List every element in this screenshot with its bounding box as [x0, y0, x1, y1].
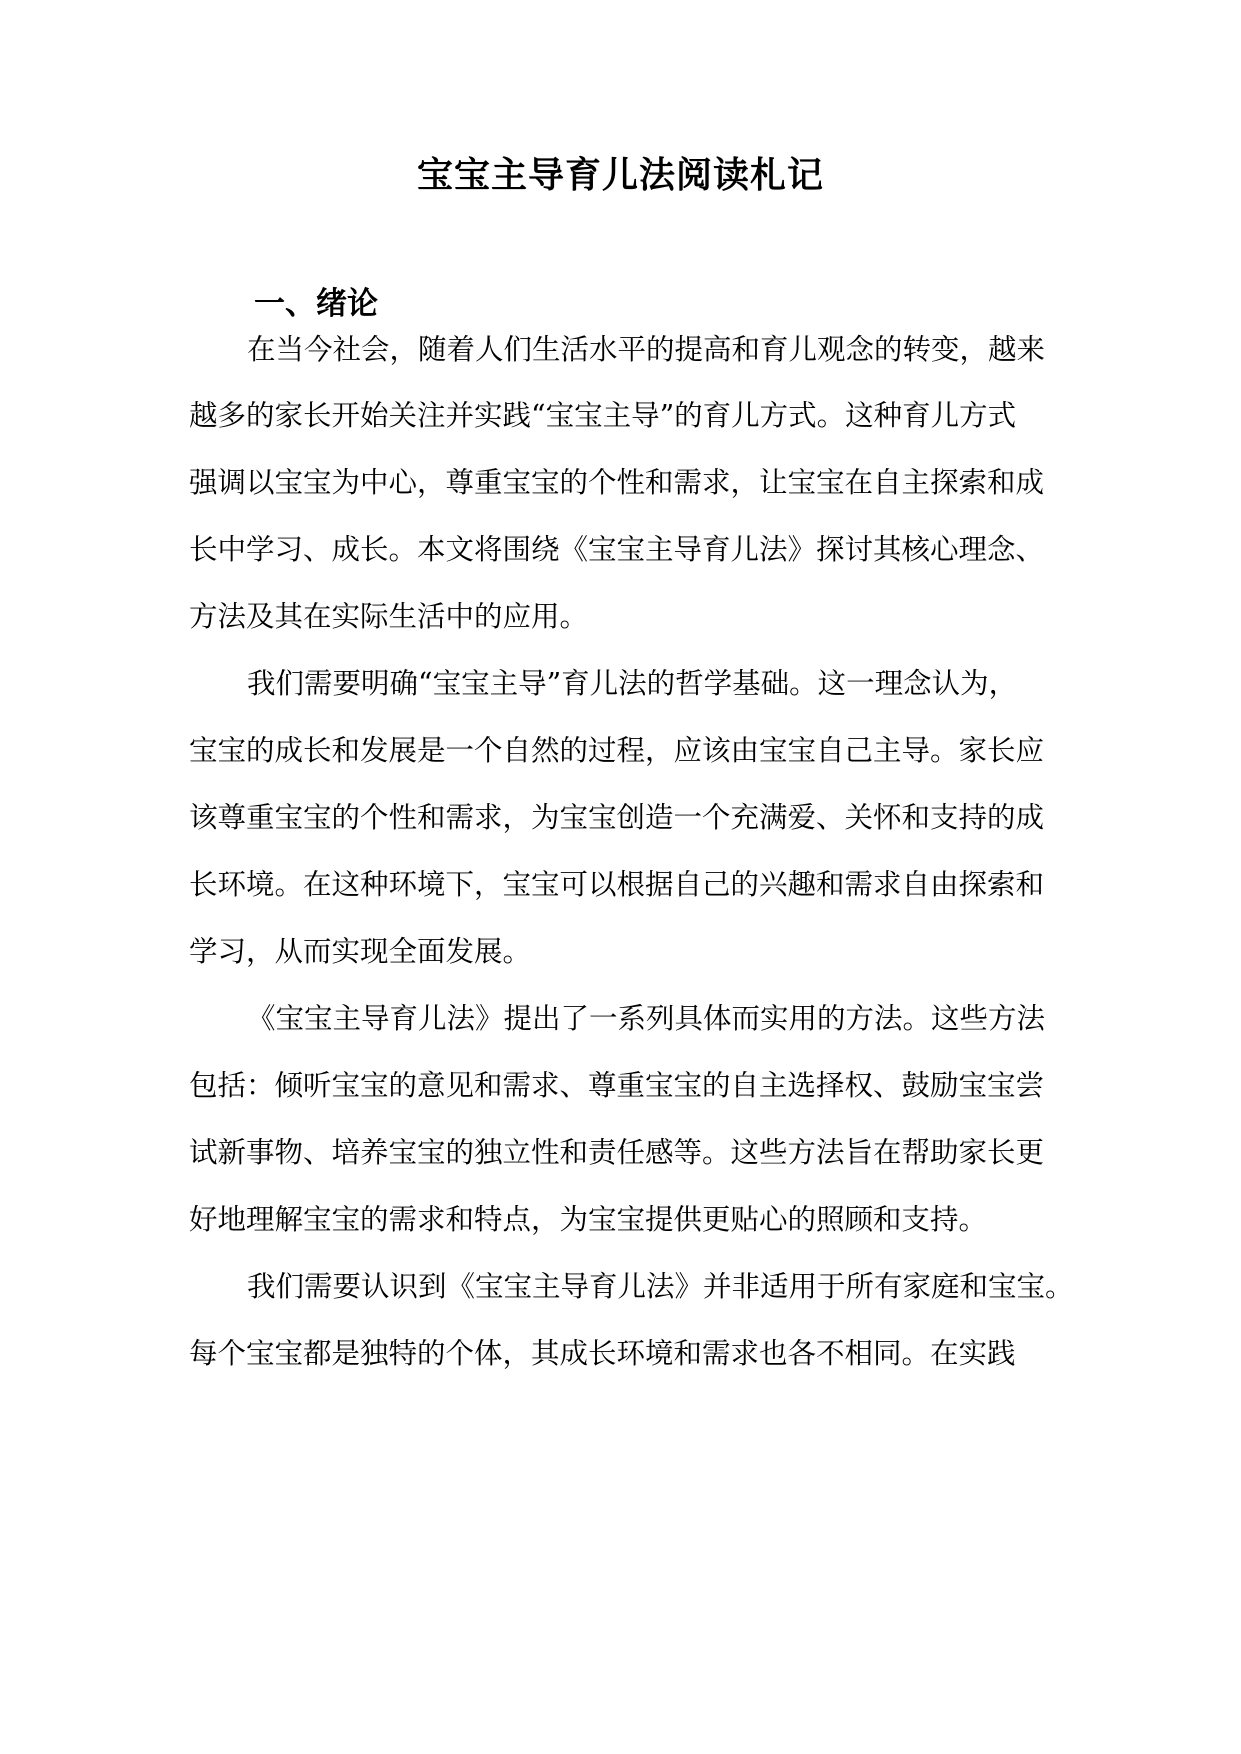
paragraph-line: 方法及其在实际生活中的应用。 — [189, 600, 589, 633]
paragraph-line: 该尊重宝宝的个性和需求，为宝宝创造一个充满爱、关怀和支持的成 — [189, 801, 1045, 834]
paragraph-line: 宝宝的成长和发展是一个自然的过程，应该由宝宝自己主导。家长应 — [189, 734, 1045, 767]
paragraph-line: 包括：倾听宝宝的意见和需求、尊重宝宝的自主选择权、鼓励宝宝尝 — [189, 1069, 1045, 1102]
paragraph-line: 试新事物、培养宝宝的独立性和责任感等。这些方法旨在帮助家长更 — [189, 1136, 1045, 1169]
paragraph-line: 好地理解宝宝的需求和特点，为宝宝提供更贴心的照顾和支持。 — [189, 1203, 988, 1236]
document-title: 宝宝主导育儿法阅读札记 — [416, 154, 824, 196]
paragraph-line: 长中学习、成长。本文将围绕《宝宝主导育儿法》探讨其核心理念、 — [189, 533, 1045, 566]
paragraph-line: 越多的家长开始关注并实践“宝宝主导”的育儿方式。这种育儿方式 — [189, 399, 1017, 432]
paragraph-line: 《宝宝主导育儿法》提出了一系列具体而实用的方法。这些方法 — [247, 1002, 1046, 1035]
section-heading: 一、绪论 — [254, 286, 378, 322]
paragraph-line: 我们需要认识到《宝宝主导育儿法》并非适用于所有家庭和宝宝。 — [247, 1270, 1074, 1303]
paragraph-line: 强调以宝宝为中心，尊重宝宝的个性和需求，让宝宝在自主探索和成 — [189, 466, 1045, 499]
paragraph-line: 每个宝宝都是独特的个体，其成长环境和需求也各不相同。在实践 — [189, 1337, 1016, 1370]
paragraph-line: 长环境。在这种环境下，宝宝可以根据自己的兴趣和需求自由探索和 — [189, 868, 1045, 901]
paragraph-line: 在当今社会，随着人们生活水平的提高和育儿观念的转变，越来 — [247, 333, 1046, 366]
paragraph-line: 学习，从而实现全面发展。 — [189, 935, 532, 968]
paragraph-line: 我们需要明确“宝宝主导”育儿法的哲学基础。这一理念认为， — [247, 667, 1018, 700]
